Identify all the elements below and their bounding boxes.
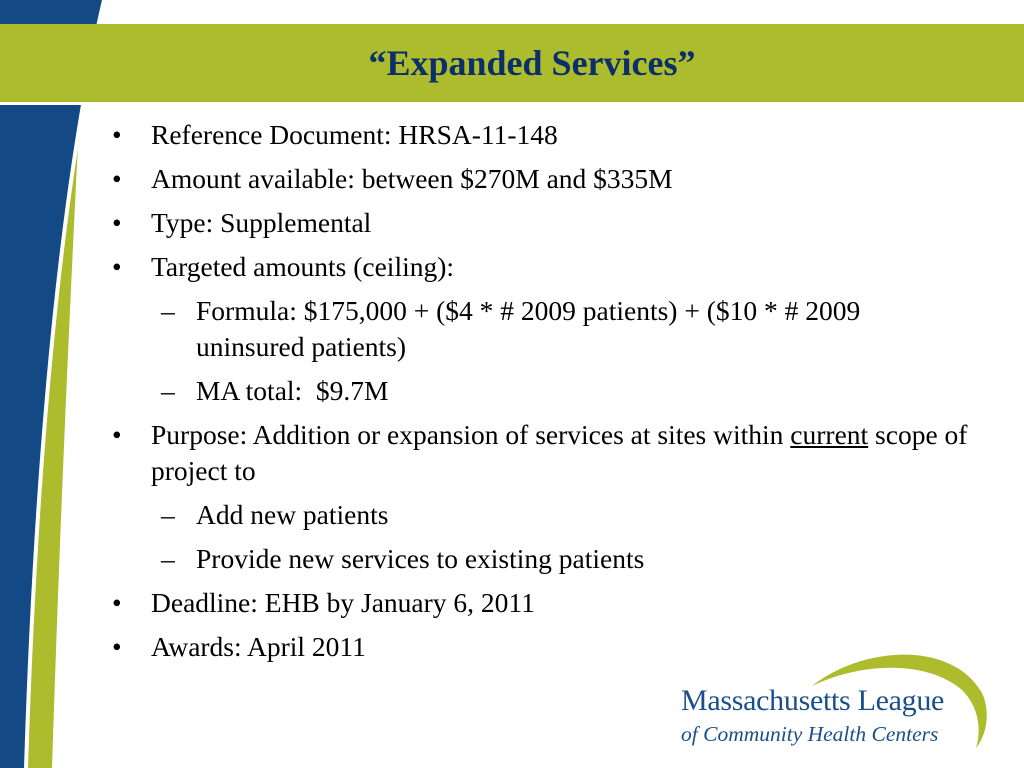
bullet-marker: • (112, 631, 122, 662)
bullet-marker: • (112, 587, 122, 618)
sub-bullet-item (112, 293, 972, 365)
bullet-list (112, 117, 972, 673)
sub-bullet-text: Provide new services to existing patients (196, 543, 645, 574)
bullet-item (112, 205, 972, 241)
bullet-marker: • (112, 419, 122, 450)
bullet-text: Type: Supplemental (151, 207, 372, 238)
dash-marker: – (161, 499, 175, 530)
bullet-item (112, 249, 972, 285)
mlchc-logo (672, 648, 992, 760)
sub-bullet-item (112, 541, 972, 577)
bullet-marker: • (112, 163, 122, 194)
logo-line1: Massachusetts League (681, 684, 945, 717)
bullet-text: Deadline: EHB by January 6, 2011 (151, 587, 535, 618)
dash-marker: – (161, 375, 175, 406)
bullet-item (112, 417, 972, 489)
dash-marker: – (161, 543, 175, 574)
bullet-text: Targeted amounts (ceiling): (151, 251, 455, 282)
title-bar (0, 24, 1024, 102)
bullet-text: Reference Document: HRSA-11-148 (151, 119, 558, 150)
bullet-marker: • (112, 207, 122, 238)
bullet-marker: • (112, 251, 122, 282)
sub-bullet-text: MA total: $9.7M (196, 375, 389, 406)
bullet-marker: • (112, 119, 122, 150)
slide-title: “Expanded Services” (368, 43, 696, 83)
sub-bullet-item (112, 497, 972, 533)
sub-bullet-item (112, 373, 972, 409)
bullet-text: Amount available: between $270M and $335M (151, 163, 673, 194)
sub-bullet-text: Add new patients (196, 499, 389, 530)
title-band-underline (0, 102, 1024, 105)
bullet-text-continuation: scope of project to (151, 419, 968, 486)
bullet-item (112, 585, 972, 621)
bullet-text: Purpose: Addition or expansion of services at sites within (151, 419, 784, 450)
bullet-item (112, 161, 972, 197)
bullet-item (112, 117, 972, 153)
bullet-text: Awards: April 2011 (151, 631, 366, 662)
sub-bullet-text: Formula: $175,000 + ($4 * # 2009 patients) + ($10 * # 2009 uninsured patients) (196, 295, 861, 362)
dash-marker: – (161, 295, 175, 326)
logo-line2: of Community Health Centers (681, 722, 939, 746)
underlined-word: current (790, 419, 869, 450)
